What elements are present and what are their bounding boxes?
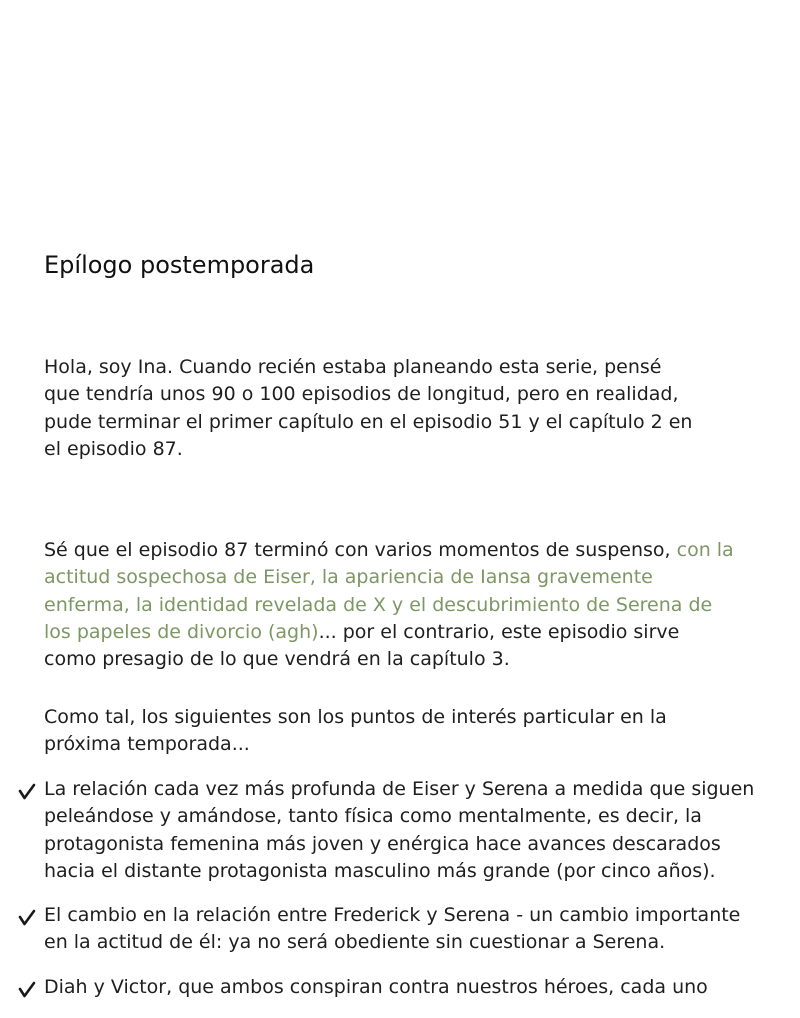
list-item-text: El cambio en la relación entre Frederick y Serena - un cambio importante en la actitud de él: ya no será obediente sin cuestionar a Serena. — [44, 904, 741, 954]
list-item-text: Diah y Victor, que ambos conspiran contra nuestros héroes, cada uno — [44, 975, 708, 998]
list-item — [0, 776, 764, 885]
list-item — [0, 974, 764, 1001]
list-item-text: La relación cada vez más profunda de Eiser y Serena a medida que siguen peleándose y amándose, tanto física como mentalmente, es decir, la protagonista femenina más joven y enérgica hace avances descarados hacia el distante protagonista masculino más grande (por cinco años). — [44, 778, 755, 882]
suspense-lead-text: Sé que el episodio 87 terminó con varios momentos de suspenso, — [44, 539, 677, 561]
checkmark-icon — [18, 783, 36, 801]
suspense-tail-text: ... por el contrario, este episodio sirve como presagio de lo que vendrá en la capítulo 3. — [44, 620, 680, 671]
suspense-paragraph — [44, 537, 734, 673]
page-title: Epílogo postemporada — [44, 251, 315, 279]
highlighted-text: con la actitud sospechosa de Eiser, la apariencia de Iansa gravemente enferma, la identidad revelada de X y el descubrimiento de Serena de los papeles de divorcio (agh) — [44, 539, 734, 643]
list-item — [0, 902, 764, 957]
checkmark-icon — [18, 981, 36, 999]
points-list — [0, 776, 800, 1018]
checkmark-icon — [18, 909, 36, 927]
points-intro-paragraph: Como tal, los siguientes son los puntos de interés particular en la próxima temporada... — [44, 706, 667, 756]
intro-paragraph: Hola, soy Ina. Cuando recién estaba planeando esta serie, pensé que tendría unos 90 o 100 episodios de longitud, pero en realidad, pude terminar el primer capítulo en el episodio 51 y el capítulo 2 en el episodio 87. — [44, 356, 693, 460]
